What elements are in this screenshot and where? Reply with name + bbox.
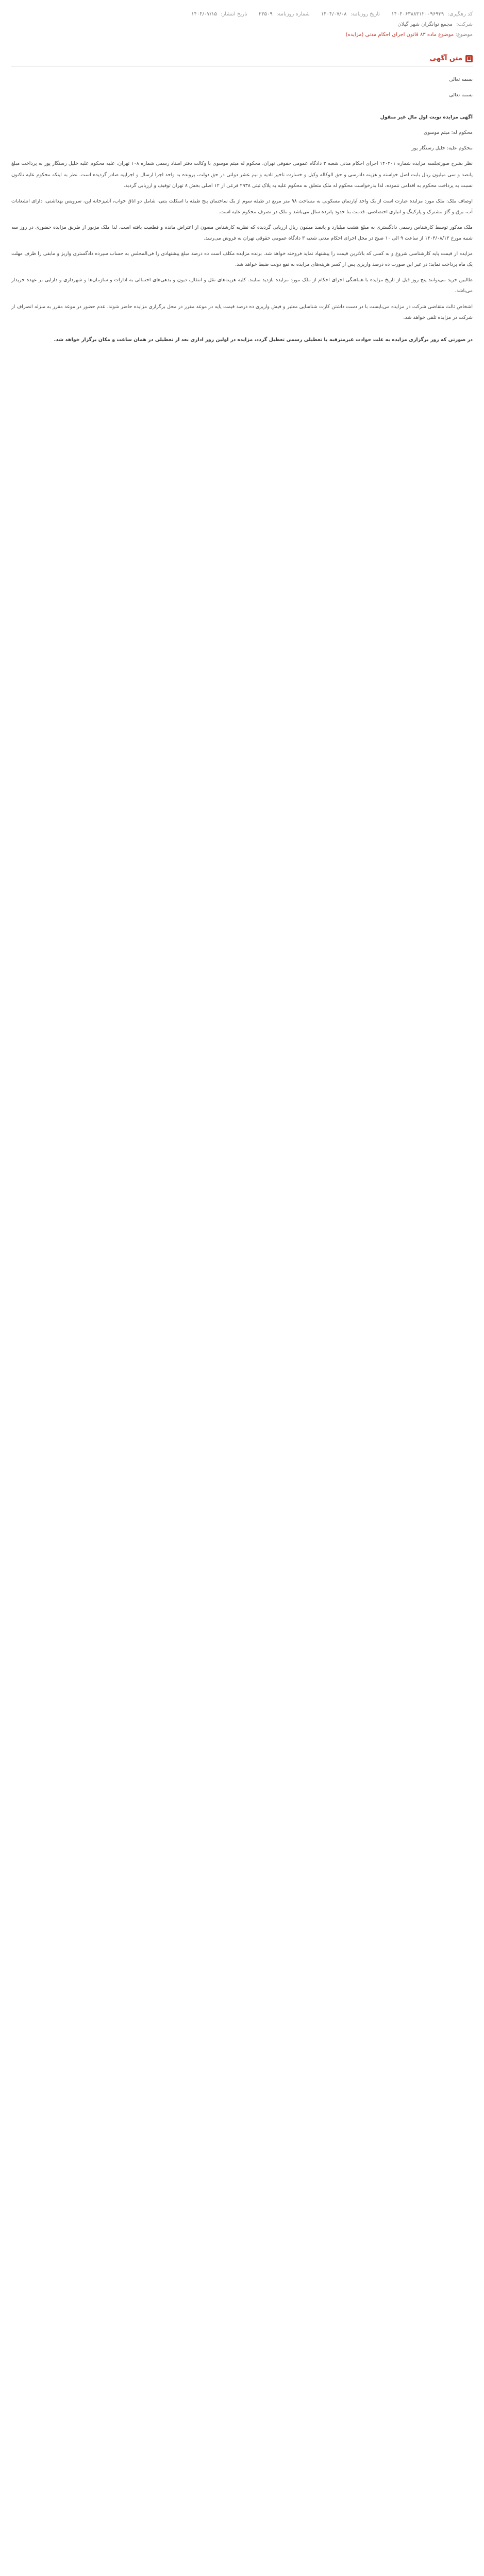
publish-date: تاریخ انتشار: ۱۴۰۴/۰۷/۱۵ — [191, 11, 247, 17]
announcement-body — [11, 74, 473, 345]
doc-paragraph: آگهی مزایده نوبت اول مال غیر منقول — [380, 114, 473, 121]
subject-line: موضوع: موضوع ماده ۸۳ قانون اجرای احکام مدنی (مزایده) — [345, 32, 473, 38]
doc-paragraph: اشخاص ثالث متقاضی شرکت در مزایده می‌بایست با در دست داشتن کارت شناسایی معتبر و فیش واریزی ده درصد قیمت پایه در موعد مقرر در محل برگزاری مزایده حاضر شوند. عدم حضور در موعد مقرر به منزله انصراف از شرکت در مزایده تلقی خواهد شد. — [11, 303, 473, 320]
document-icon — [465, 55, 473, 62]
newspaper-issue: شماره روزنامه: ۲۳۵۰۹ — [258, 11, 310, 17]
doc-paragraph: ملک مذکور توسط کارشناس رسمی دادگستری به مبلغ هشت میلیارد و پانصد میلیون ریال ارزیابی گردیده که نظریه کارشناس مصون از اعتراض مانده و قطعیت یافته است. لذا ملک مزبور از طریق مزایده حضوری در روز سه شنبه مورخ ۱۴۰۴/۰۸/۱۳ از ساعت ۹ الی ۱۰ صبح در محل اجرای احکام مدنی شعبه ۳ دادگاه عمومی حقوقی تهران به فروش می‌رسد. — [11, 224, 473, 242]
doc-paragraph: محکوم له: میثم موسوی — [424, 130, 473, 136]
newspaper-date: تاریخ روزنامه: ۱۴۰۴/۰۷/۰۸ — [321, 11, 380, 17]
divider — [11, 66, 473, 67]
doc-paragraph: اوصاف ملک: ملک مورد مزایده عبارت است از یک واحد آپارتمان مسکونی به مساحت ۹۸ متر مربع در طبقه سوم از یک ساختمان پنج طبقه با اسکلت بتنی، شامل دو اتاق خواب، آشپزخانه اپن، سرویس بهداشتی، دارای انشعابات آب، برق و گاز مشترک و پارکینگ و انباری اختصاصی. قدمت بنا حدود پانزده سال می‌باشد و ملک در تصرف محکوم علیه است. — [11, 198, 473, 215]
company-row — [11, 20, 473, 30]
meta-row — [11, 9, 473, 20]
tracking-code: کد رهگیری: ۱۴۰۴۰۶۳۸۸۳۱۲۰۰۹۶۹۳۹ — [391, 11, 473, 17]
doc-paragraph: بسمه تعالی — [449, 92, 473, 98]
doc-paragraph: نظر بشرح صورتجلسه مزایده شماره ۱۴۰۴۰۱ اجرای احکام مدنی شعبه ۳ دادگاه عمومی حقوقی تهران، محکوم له میثم موسوی با وکالت دفتر اسناد رسمی شماره ۱۰۸ تهران، علیه محکوم علیه خلیل رستگار پور به پرداخت مبلغ پانصد و سی میلیون ریال بابت اصل خواسته و هزینه دادرسی و حق الوکاله وکیل و خسارت تاخیر تادیه و نیم عشر دولتی در حق دولت، پرونده به واحد اجرا ارسال و اجراییه صادر گردیده است. نظر به اینکه محکوم علیه تاکنون نسبت به پرداخت محکوم به اقدامی ننموده، لذا بدرخواست محکوم له ملک متعلق به محکوم علیه به پلاک ثبتی ۲۹۳۸ فرعی از ۱۲ اصلی بخش ۸ تهران توقیف و ارزیابی گردید. — [11, 161, 473, 189]
doc-paragraph: طالبین خرید می‌توانند پنج روز قبل از تاریخ مزایده با هماهنگی اجرای احکام از ملک مورد مزایده بازدید نمایند. کلیه هزینه‌های نقل و انتقال، دیون و بدهی‌های احتمالی به ادارات و سازمان‌ها و شهرداری و دارایی بر عهده خریدار می‌باشد. — [11, 277, 473, 294]
doc-paragraph: مزایده از قیمت پایه کارشناسی شروع و به کسی که بالاترین قیمت را پیشنهاد نماید فروخته خواهد شد. برنده مزایده مکلف است ده درصد مبلغ پیشنهادی را فی‌المجلس به حساب سپرده دادگستری واریز و مابقی را ظرف مهلت یک ماه پرداخت نماید؛ در غیر این صورت ده درصد واریزی پس از کسر هزینه‌های مزایده به نفع دولت ضبط خواهد شد. — [11, 251, 473, 268]
doc-paragraph: محکوم علیه: خلیل رستگار پور — [411, 145, 473, 151]
section-heading: متن آگهی — [11, 55, 473, 62]
doc-paragraph: در صورتی که روز برگزاری مزایده به علت حوادث غیرمترقبه یا تعطیلی رسمی تعطیل گردد، مزایده در اولین روز اداری بعد از تعطیلی در همان ساعت و مکان برگزار خواهد شد. — [54, 336, 473, 343]
company-name[interactable]: شرکت: مجمع توانگران شهر گیلان — [397, 22, 473, 27]
doc-paragraph: بسمه تعالی — [449, 77, 473, 82]
